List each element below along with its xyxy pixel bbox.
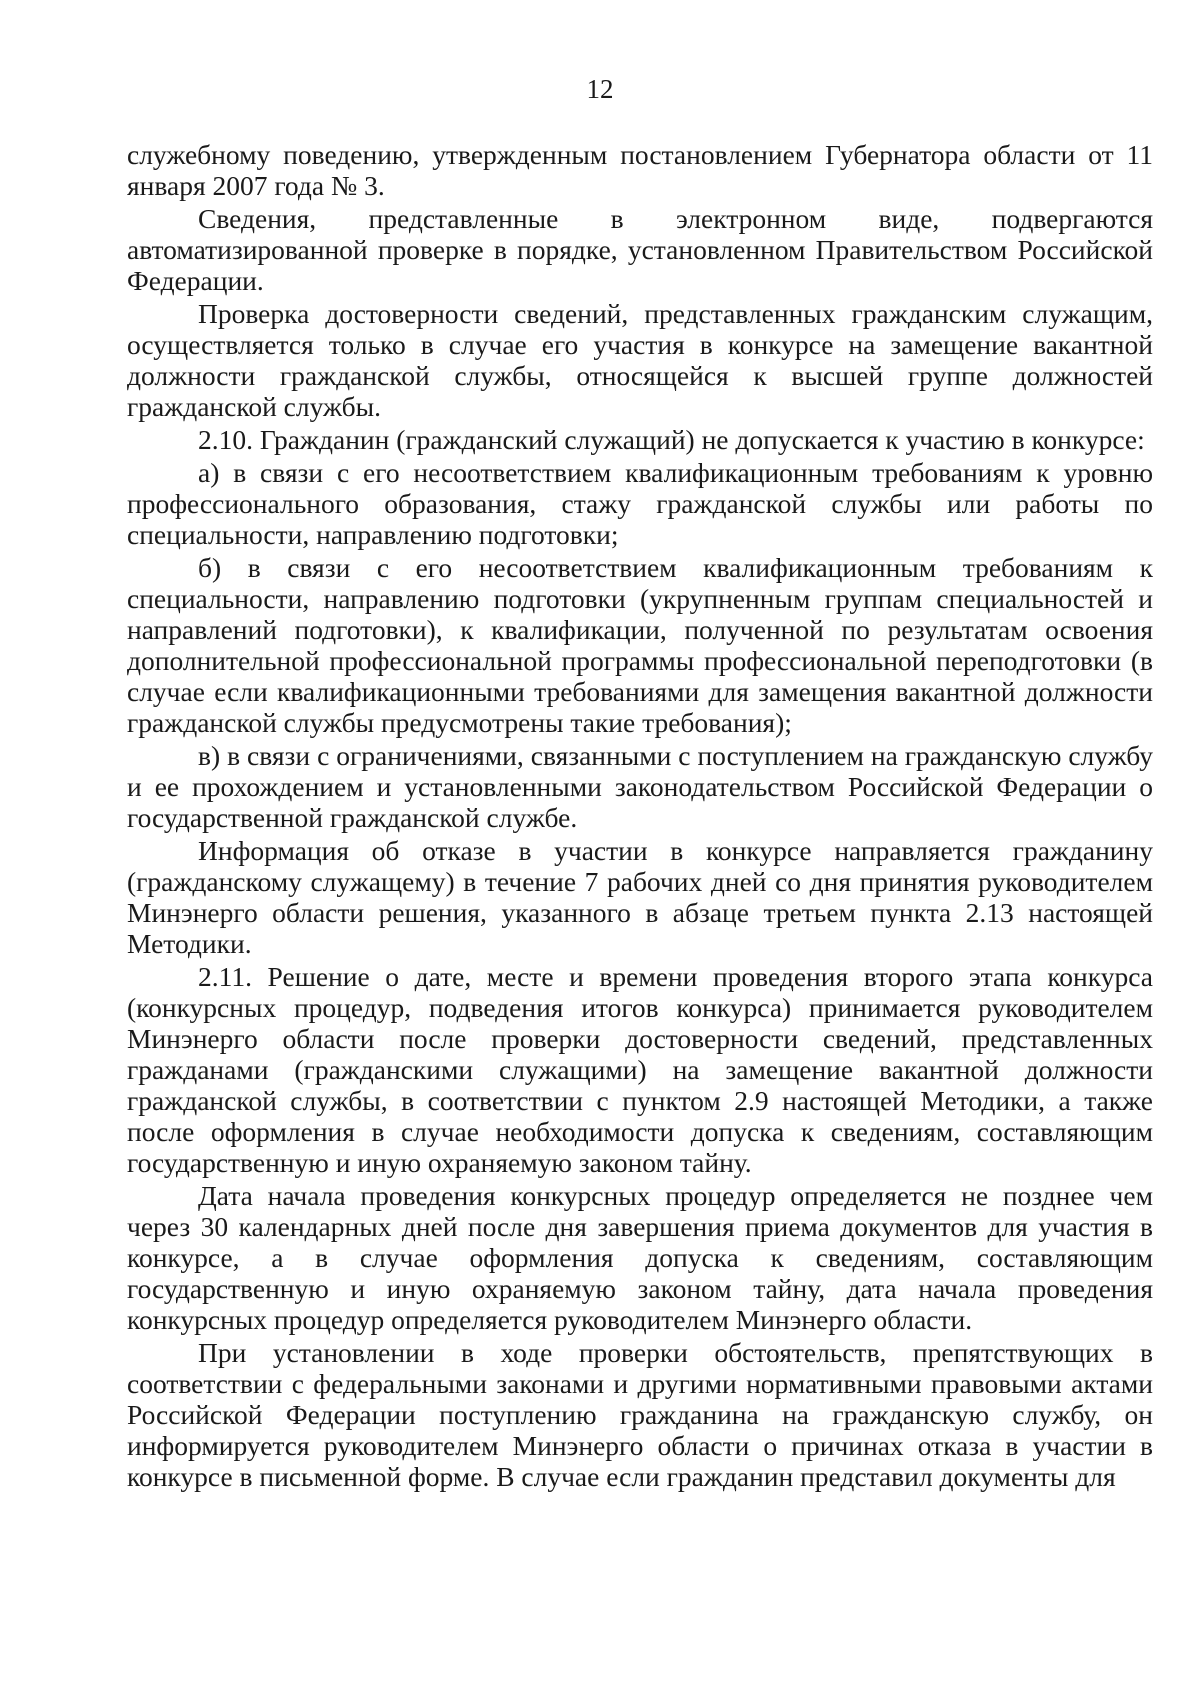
paragraph: Дата начала проведения конкурсных процедур определяется не позднее чем через 30 календарных дней после дня завершения приема документов для участия в конкурсе, а в случае оформления допуска к сведениям, составляющим государственную и иную охраняемую законом тайну, дата начала проведения конкурсных процедур определяется руководителем Минэнерго области. xyxy=(127,1180,1153,1335)
paragraph: б) в связи с его несоответствием квалификационным требованиям к специальности, направлению подготовки (укрупненным группам специальностей и направлений подготовки), к квалификации, полученной по результатам освоения дополнительной профессиональной программы профессиональной переподготовки (в случае если квалификационными требованиями для замещения вакантной должности гражданской службы предусмотрены такие требования); xyxy=(127,552,1153,738)
paragraph: При установлении в ходе проверки обстоятельств, препятствующих в соответствии с федеральными законами и другими нормативными правовыми актами Российской Федерации поступлению гражданина на гражданскую службу, он информируется руководителем Минэнерго области о причинах отказа в участии в конкурсе в письменной форме. В случае если гражданин представил документы для xyxy=(127,1337,1153,1492)
paragraph: в) в связи с ограничениями, связанными с поступлением на гражданскую службу и ее прохождением и установленными законодательством Российской Федерации о государственной гражданской службе. xyxy=(127,740,1153,833)
page-number: 12 xyxy=(586,74,614,104)
paragraph: Сведения, представленные в электронном виде, подвергаются автоматизированной проверке в порядке, установленном Правительством Российской Федерации. xyxy=(127,203,1153,296)
paragraph: Информация об отказе в участии в конкурсе направляется гражданину (гражданскому служащему) в течение 7 рабочих дней со дня принятия руководителем Минэнерго области решения, указанного в абзаце третьем пункта 2.13 настоящей Методики. xyxy=(127,835,1153,959)
paragraph: служебному поведению, утвержденным постановлением Губернатора области от 11 января 2007 года № 3. xyxy=(127,139,1153,201)
paragraph: 2.10. Гражданин (гражданский служащий) не допускается к участию в конкурсе: xyxy=(198,424,1145,455)
paragraph: 2.11. Решение о дате, месте и времени проведения второго этапа конкурса (конкурсных процедур, подведения итогов конкурса) принимается руководителем Минэнерго области после проверки достоверности сведений, представленных гражданами (гражданскими служащими) на замещение вакантной должности гражданской службы, в соответствии с пунктом 2.9 настоящей Методики, а также после оформления в случае необходимости допуска к сведениям, составляющим государственную и иную охраняемую законом тайну. xyxy=(127,961,1153,1178)
paragraph: а) в связи с его несоответствием квалификационным требованиям к уровню профессионального образования, стажу гражданской службы или работы по специальности, направлению подготовки; xyxy=(127,457,1153,550)
paragraph: Проверка достоверности сведений, представленных гражданским служащим, осуществляется только в случае его участия в конкурсе на замещение вакантной должности гражданской службы, относящейся к высшей группе должностей гражданской службы. xyxy=(127,298,1153,422)
document-body xyxy=(127,139,1153,1494)
